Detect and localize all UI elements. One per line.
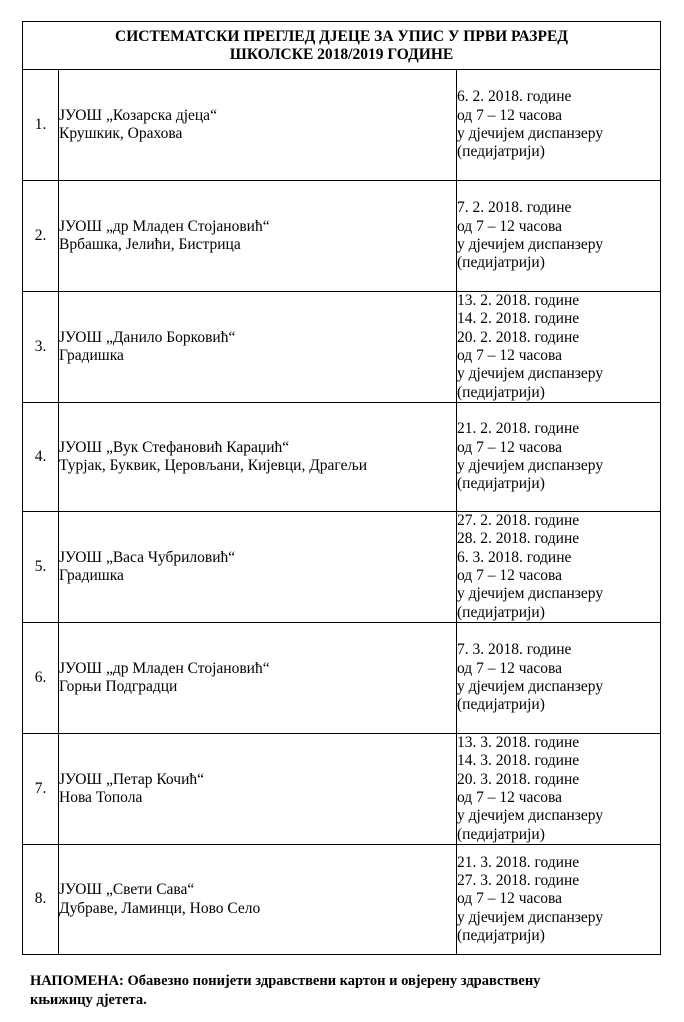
schedule-line: 20. 3. 2018. године	[457, 770, 580, 788]
schedule-line: у дјечијем диспанзеру	[457, 365, 604, 383]
schedule-line: од 7 – 12 часова	[457, 106, 562, 124]
school-name: ЈУОШ „Данило Борковић“	[59, 328, 236, 346]
school-area: Турјак, Буквик, Церовљани, Кијевци, Драгељи	[59, 457, 368, 474]
schedule-cell	[457, 845, 661, 955]
school-cell	[59, 623, 457, 734]
schedule-line: 13. 3. 2018. године	[457, 734, 580, 752]
row-number: 1.	[23, 70, 59, 181]
school-cell	[59, 403, 457, 512]
schedule-line: (педијатрији)	[457, 254, 545, 272]
school-cell	[59, 734, 457, 845]
title-line-1: СИСТЕМАТСКИ ПРЕГЛЕД ДЈЕЦЕ ЗА УПИС У ПРВИ РАЗРЕД	[115, 27, 568, 45]
school-area: Крушкик, Орахова	[59, 125, 183, 142]
table-row	[23, 292, 661, 403]
schedule-cell	[457, 623, 661, 734]
schedule-line: 21. 2. 2018. године	[457, 420, 580, 438]
schedule-table	[22, 21, 661, 955]
schedule-line: 27. 3. 2018. године	[457, 872, 580, 890]
school-cell	[59, 845, 457, 955]
schedule-line: 7. 3. 2018. године	[457, 641, 572, 659]
schedule-line: (педијатрији)	[457, 475, 545, 493]
school-area: Дубраве, Ламинци, Ново Село	[59, 899, 261, 917]
schedule-line: 20. 2. 2018. године	[457, 328, 580, 346]
title-row	[23, 22, 661, 70]
schedule-cell	[457, 70, 661, 181]
table-row	[23, 845, 661, 955]
row-number: 6.	[23, 623, 59, 734]
schedule-line: (педијатрији)	[457, 603, 545, 621]
schedule-cell	[457, 292, 661, 403]
note-line-1: НАПОМЕНА: Обавезно понијети здравствени картон и овјерену здравствену	[30, 973, 541, 989]
school-name: ЈУОШ „Вук Стефановић Караџић“	[59, 438, 290, 456]
schedule-line: 7. 2. 2018. године	[457, 199, 572, 217]
schedule-line: (педијатрији)	[457, 926, 545, 944]
schedule-line: у дјечијем диспанзеру	[457, 908, 604, 926]
note-line-2: књижицу дјетета.	[30, 992, 147, 1008]
schedule-line: 14. 3. 2018. године	[457, 752, 580, 770]
schedule-line: у дјечијем диспанзеру	[457, 585, 604, 603]
school-cell	[59, 292, 457, 403]
schedule-line: 28. 2. 2018. године	[457, 530, 580, 548]
table-row	[23, 512, 661, 623]
schedule-line: (педијатрији)	[457, 383, 545, 401]
schedule-line: (педијатрији)	[457, 143, 545, 161]
schedule-cell	[457, 734, 661, 845]
school-name: ЈУОШ „Петар Кочић“	[59, 770, 204, 788]
schedule-line: од 7 – 12 часова	[457, 567, 562, 584]
schedule-line: 21. 3. 2018. године	[457, 853, 580, 871]
table-row	[23, 70, 661, 181]
schedule-line: 27. 2. 2018. године	[457, 512, 580, 530]
schedule-line: (педијатрији)	[457, 825, 545, 843]
school-area: Горњи Подградци	[59, 678, 178, 695]
schedule-line: 6. 3. 2018. године	[457, 548, 572, 566]
school-name: ЈУОШ „Свети Сава“	[59, 881, 195, 899]
row-number: 7.	[23, 734, 59, 845]
school-area: Нова Топола	[59, 789, 143, 806]
school-cell	[59, 181, 457, 292]
school-name: ЈУОШ „др Младен Стојановић“	[59, 659, 270, 677]
row-number: 8.	[23, 845, 59, 955]
school-area: Врбашка, Јелићи, Бистрица	[59, 236, 241, 253]
schedule-line: од 7 – 12 часова	[457, 347, 562, 364]
school-name: ЈУОШ „др Младен Стојановић“	[59, 217, 270, 235]
schedule-line: у дјечијем диспанзеру	[457, 125, 604, 142]
schedule-cell	[457, 403, 661, 512]
row-number: 5.	[23, 512, 59, 623]
schedule-line: у дјечијем диспанзеру	[457, 807, 604, 825]
table-row	[23, 734, 661, 845]
school-area: Градишка	[59, 567, 124, 584]
school-cell	[59, 512, 457, 623]
schedule-line: од 7 – 12 часова	[457, 438, 562, 456]
schedule-line: 6. 2. 2018. године	[457, 88, 572, 106]
document-title	[23, 22, 661, 70]
schedule-line: од 7 – 12 часова	[457, 659, 562, 677]
row-number: 3.	[23, 292, 59, 403]
schedule-line: (педијатрији)	[457, 696, 545, 714]
row-number: 4.	[23, 403, 59, 512]
schedule-line: од 7 – 12 часова	[457, 217, 562, 235]
school-cell	[59, 70, 457, 181]
schedule-cell	[457, 512, 661, 623]
schedule-line: од 7 – 12 часова	[457, 890, 562, 908]
schedule-line: у дјечијем диспанзеру	[457, 457, 604, 474]
table-row	[23, 181, 661, 292]
note	[30, 972, 650, 1010]
row-number: 2.	[23, 181, 59, 292]
table-row	[23, 403, 661, 512]
schedule-line: у дјечијем диспанзеру	[457, 236, 604, 253]
schedule-line: 14. 2. 2018. године	[457, 310, 580, 328]
schedule-cell	[457, 181, 661, 292]
school-name: ЈУОШ „Козарска дјеца“	[59, 106, 217, 124]
school-area: Градишка	[59, 347, 124, 364]
schedule-line: у дјечијем диспанзеру	[457, 678, 604, 695]
school-name: ЈУОШ „Васа Чубриловић“	[59, 548, 236, 566]
table-row	[23, 623, 661, 734]
schedule-line: 13. 2. 2018. године	[457, 292, 580, 310]
schedule-line: од 7 – 12 часова	[457, 789, 562, 806]
title-line-2: ШКОЛСКЕ 2018/2019 ГОДИНЕ	[229, 45, 454, 63]
